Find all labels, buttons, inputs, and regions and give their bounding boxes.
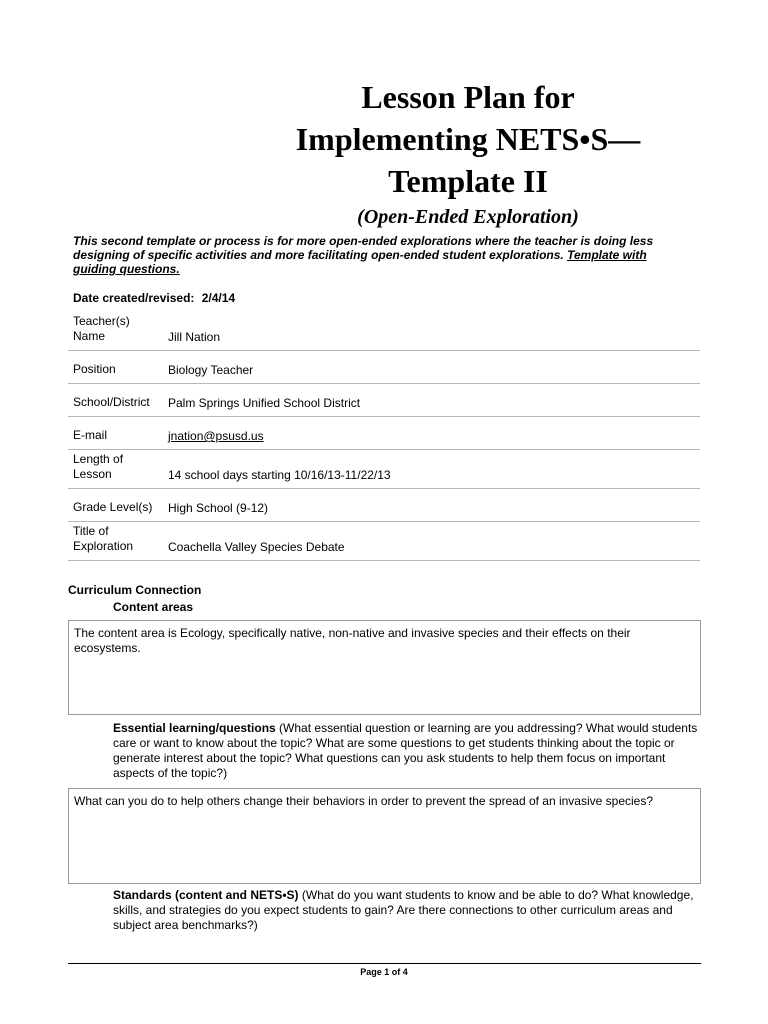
teacher-info-table <box>68 312 700 561</box>
info-row-school <box>68 384 700 417</box>
document-subtitle: (Open-Ended Exploration) <box>357 206 579 228</box>
document-title <box>260 76 676 232</box>
info-label: Length of Lesson <box>73 452 124 481</box>
info-label: Title of Exploration <box>73 524 134 553</box>
footer-divider <box>68 963 701 964</box>
page-number: Page 1 of 4 <box>360 967 408 977</box>
info-value: High School (9-12) <box>168 501 269 515</box>
content-areas-box[interactable] <box>68 620 701 715</box>
content-areas-answer: The content area is Ecology, specifically native, non-native and invasive species and their effects on their ecosystems. <box>74 626 631 655</box>
info-row-teacher <box>68 312 700 351</box>
essential-learning-prompt: (What essential question or learning are you addressing? What would students care or want to know about the topic? What are some questions to get students thinking about the topic or generate interest about the topic? What questions can you ask students to help them focus on important aspects of the topic?) <box>113 721 698 780</box>
date-label: Date created/revised: <box>73 291 195 305</box>
info-row-title <box>68 522 700 561</box>
content-areas-heading: Content areas <box>113 600 194 614</box>
info-label: Teacher(s) Name <box>73 314 130 343</box>
info-value: Biology Teacher <box>168 363 254 377</box>
essential-answer: What can you do to help others change their behaviors in order to prevent the spread of an invasive species? <box>74 794 654 808</box>
title-line-3: Template II <box>388 163 548 199</box>
date-value: 2/4/14 <box>201 291 236 305</box>
info-label: E-mail <box>73 428 108 442</box>
email-link[interactable]: jnation@psusd.us <box>168 429 264 443</box>
title-line-2: Implementing NETS•S— <box>295 121 641 157</box>
info-row-email <box>68 417 700 450</box>
info-value: Palm Springs Unified School District <box>168 396 361 410</box>
date-created-line <box>73 291 235 305</box>
info-label: School/District <box>73 395 150 409</box>
info-label: Grade Level(s) <box>73 500 153 514</box>
standards-heading: Standards (content and NETS•S) <box>113 888 299 902</box>
title-line-1: Lesson Plan for <box>361 79 575 115</box>
template-guiding-questions-link[interactable]: Template with guiding questions. <box>73 248 647 276</box>
info-value: Coachella Valley Species Debate <box>168 540 345 554</box>
essential-questions-box[interactable] <box>68 788 701 884</box>
info-value: Jill Nation <box>168 330 221 344</box>
standards-prompt: (What do you want students to know and be able to do? What knowledge, skills, and strategies do you expect students to gain? Are there connections to other curriculum areas and subject area benchmarks?) <box>113 888 694 932</box>
info-label: Position <box>73 362 116 376</box>
info-value: 14 school days starting 10/16/13-11/22/13 <box>168 468 391 482</box>
info-row-length <box>68 450 700 489</box>
intro-paragraph <box>73 234 688 276</box>
info-row-position <box>68 351 700 384</box>
standards-paragraph <box>113 888 703 933</box>
essential-learning-paragraph <box>113 721 703 781</box>
curriculum-connection-heading: Curriculum Connection <box>68 583 202 597</box>
essential-learning-heading: Essential learning/questions <box>113 721 276 735</box>
intro-text: This second template or process is for more open-ended explorations where the teacher is doing less designing of specific activities and more facilitating open-ended student explorations. <box>73 234 654 262</box>
info-row-grade <box>68 489 700 522</box>
